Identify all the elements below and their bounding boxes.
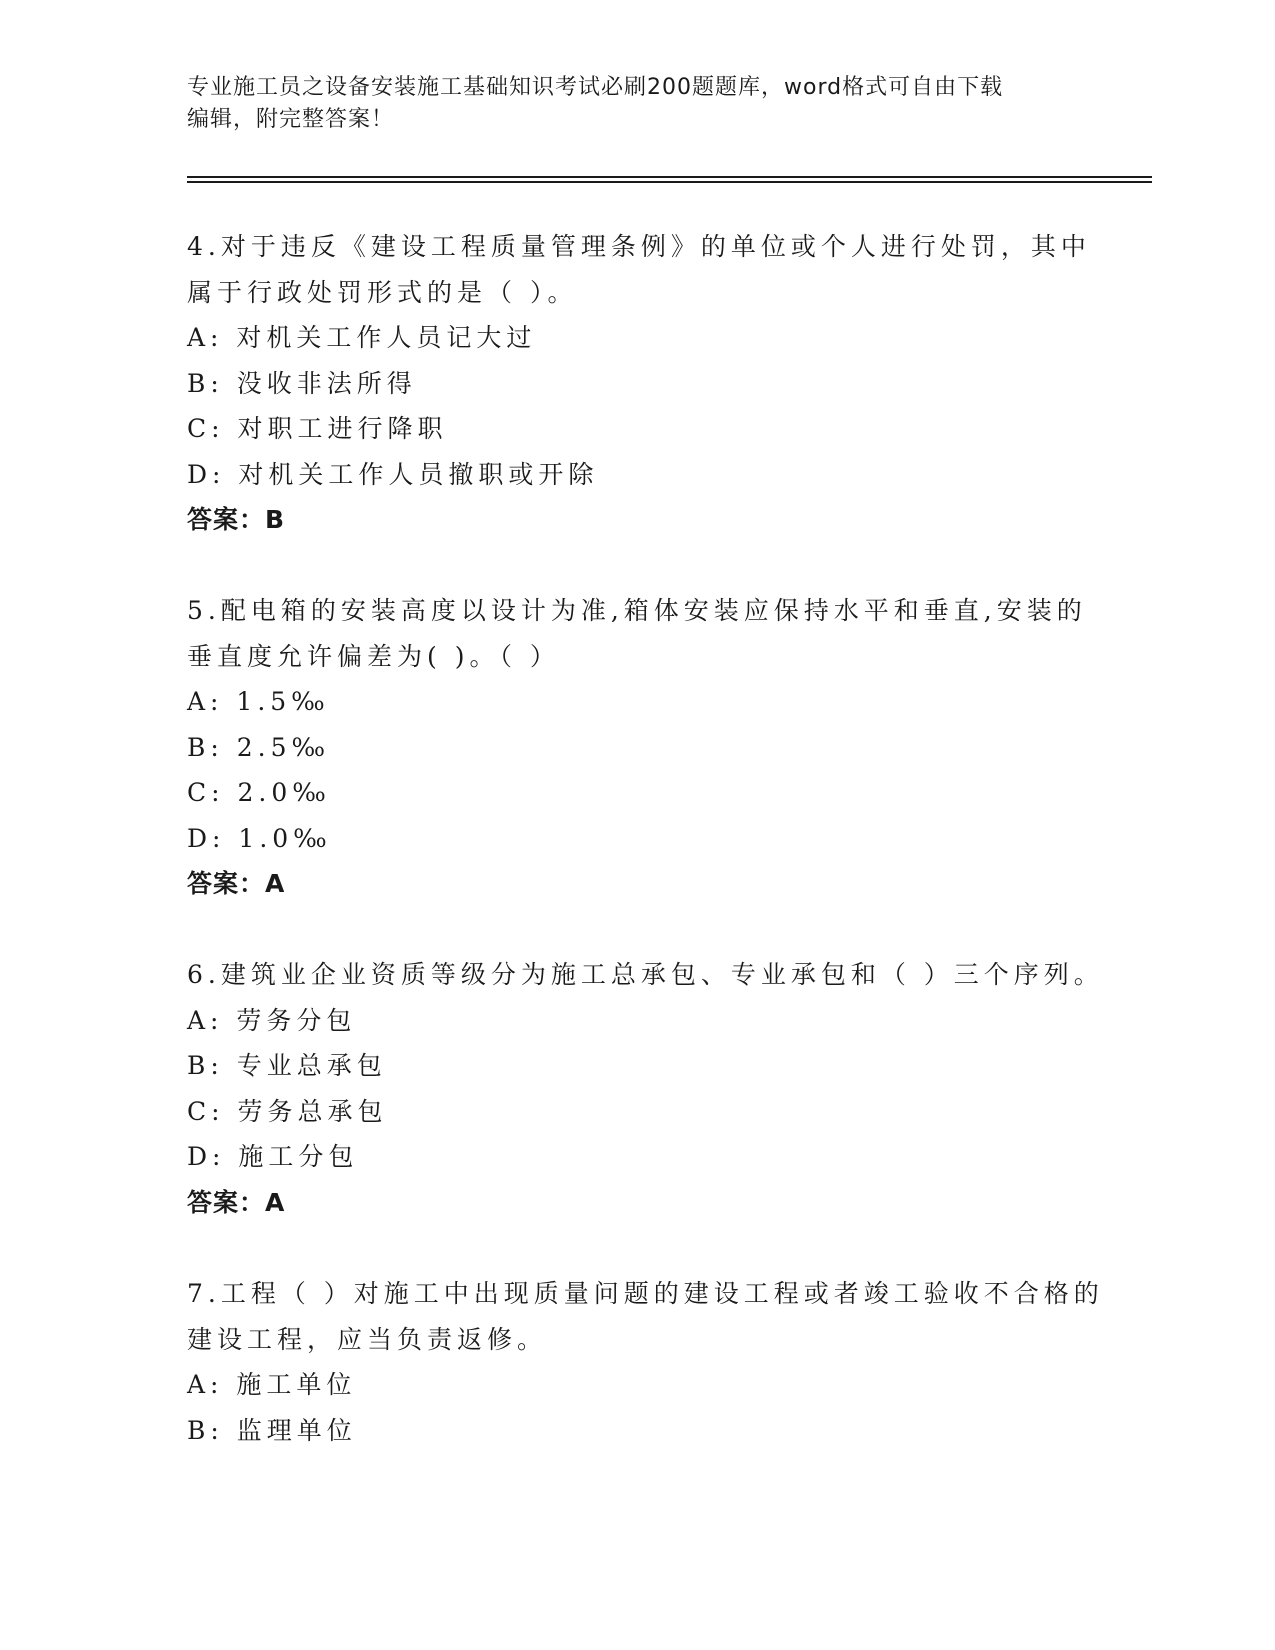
option-a: A: 1.5‰ [187,687,330,716]
option-a: A: 施工单位 [187,1370,357,1399]
option-d: D: 对机关工作人员撤职或开除 [187,459,599,489]
question-7 [187,1271,1104,1453]
document-header [187,72,1087,136]
option-c: C: 对职工进行降职 [187,414,448,443]
question-4 [187,224,1091,543]
header-line-2: 编辑，附完整答案！ [187,107,395,132]
header-line-1: 专业施工员之设备安装施工基础知识考试必刷200题题库，word格式可自由下载 [187,75,1004,100]
question-6 [187,952,1104,1225]
header-divider-bottom [187,181,1152,183]
question-stem: 5.配电箱的安装高度以设计为准,箱体安装应保持水平和垂直,安装的 [187,596,1087,625]
option-b: B: 专业总承包 [187,1051,387,1080]
question-stem: 垂直度允许偏差为( )。（ ） [187,641,560,671]
question-stem: 4.对于违反《建设工程质量管理条例》的单位或个人进行处罚，其中 [187,232,1091,261]
option-c: C: 2.0‰ [187,778,331,807]
option-b: B: 2.5‰ [187,732,331,762]
option-b: B: 没收非法所得 [187,368,417,398]
question-5 [187,588,1087,907]
question-stem: 6.建筑业企业资质等级分为施工总承包、专业承包和（ ）三个序列。 [187,960,1104,989]
answer: 答案：A [187,869,286,898]
answer: 答案：B [187,505,286,534]
option-a: A: 劳务分包 [187,1005,357,1035]
option-b: B: 监理单位 [187,1415,357,1445]
question-stem: 属于行政处罚形式的是（ ）。 [187,277,578,307]
option-d: D: 施工分包 [187,1142,359,1171]
header-divider-top [187,176,1152,178]
answer: 答案：A [187,1187,286,1217]
option-d: D: 1.0‰ [187,823,332,853]
option-c: C: 劳务总承包 [187,1096,388,1126]
question-stem: 建设工程，应当负责返修。 [187,1324,548,1354]
question-stem: 7.工程（ ）对施工中出现质量问题的建设工程或者竣工验收不合格的 [187,1279,1104,1308]
option-a: A: 对机关工作人员记大过 [187,323,537,352]
